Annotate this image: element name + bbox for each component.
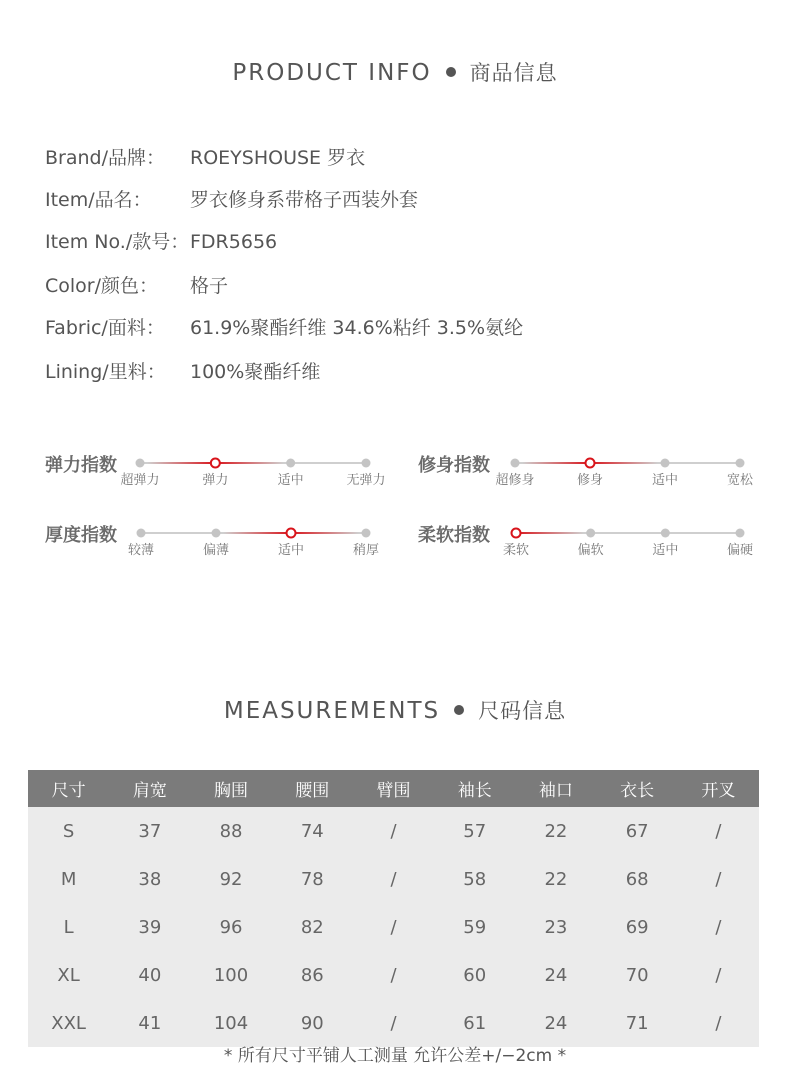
scale-selected-marker <box>586 459 595 468</box>
bullet-dot-icon <box>454 705 464 715</box>
scale-dot <box>362 529 371 538</box>
scale-selected-marker <box>211 459 220 468</box>
scale-tick-label: 适中 <box>651 473 679 488</box>
scale-tick-label: 适中 <box>277 543 305 558</box>
table-header-cell: 腰围 <box>272 770 353 807</box>
product-info-title-cn: 商品信息 <box>469 61 558 85</box>
scale-thickness <box>127 533 380 559</box>
measurements-title-en: MEASUREMENTS <box>223 698 441 724</box>
table-cell: 41 <box>109 999 190 1047</box>
table-cell: 90 <box>272 999 353 1047</box>
table-cell: 57 <box>434 807 515 855</box>
scale-tick-label: 修身 <box>576 473 604 488</box>
scale-dot <box>661 529 670 538</box>
table-header-cell: 开叉 <box>678 770 759 807</box>
index-label-softness: 柔软指数 <box>418 525 490 546</box>
scale-tick-label: 适中 <box>277 473 304 488</box>
table-cell: 96 <box>190 903 271 951</box>
table-cell: 92 <box>190 855 271 903</box>
table-row <box>28 807 759 855</box>
info-value: 100%聚酯纤维 <box>190 361 321 383</box>
table-cell: XL <box>28 951 109 999</box>
scale-tick-label: 较薄 <box>127 543 155 558</box>
scale-graphic <box>140 458 366 468</box>
table-cell: / <box>678 951 759 999</box>
table-header-row <box>28 770 759 807</box>
measurements-title <box>0 695 790 725</box>
info-label: Fabric/面料： <box>45 317 165 339</box>
table-cell: 40 <box>109 951 190 999</box>
table-header-cell: 袖口 <box>515 770 596 807</box>
scale-elasticity <box>120 463 386 489</box>
scale-dot <box>586 529 595 538</box>
scale-selected-marker <box>287 529 296 538</box>
scale-graphic <box>516 528 740 538</box>
product-info-title-en: PRODUCT INFO <box>232 60 432 86</box>
table-header-cell: 衣长 <box>597 770 678 807</box>
table-cell: 104 <box>190 999 271 1047</box>
info-label: Lining/里料： <box>45 361 166 383</box>
scale-dot <box>362 459 371 468</box>
table-header-cell: 袖长 <box>434 770 515 807</box>
table-cell: 71 <box>597 999 678 1047</box>
scale-dot <box>286 459 295 468</box>
table-cell: 22 <box>515 807 596 855</box>
measurements-title-cn: 尺码信息 <box>478 699 567 723</box>
table-cell: S <box>28 807 109 855</box>
info-label: Brand/品牌： <box>45 147 165 169</box>
scale-tick-label: 弹力 <box>202 473 229 488</box>
table-cell: 37 <box>109 807 190 855</box>
scale-graphic <box>141 528 366 538</box>
table-row <box>28 903 759 951</box>
table-cell: / <box>678 807 759 855</box>
table-cell: / <box>678 903 759 951</box>
table-cell: XXL <box>28 999 109 1047</box>
scale-tick-label: 偏软 <box>577 543 604 558</box>
table-row <box>28 855 759 903</box>
scale-tick-label: 超弹力 <box>120 473 160 488</box>
table-cell: 100 <box>190 951 271 999</box>
table-cell: 68 <box>597 855 678 903</box>
table-cell: 24 <box>515 999 596 1047</box>
index-label-thickness: 厚度指数 <box>45 525 117 546</box>
table-cell: / <box>353 903 434 951</box>
scale-tick-label: 适中 <box>652 543 679 558</box>
table-cell: 82 <box>272 903 353 951</box>
table-header-cell: 胸围 <box>190 770 271 807</box>
table-cell: 39 <box>109 903 190 951</box>
table-cell: / <box>353 807 434 855</box>
bullet-dot-icon <box>446 67 456 77</box>
scale-dot <box>136 459 145 468</box>
table-cell: / <box>353 951 434 999</box>
scale-dot <box>661 459 670 468</box>
table-cell: / <box>353 855 434 903</box>
scale-tick-label: 偏硬 <box>726 543 754 558</box>
scale-selected-marker <box>512 529 521 538</box>
table-cell: M <box>28 855 109 903</box>
table-cell: 38 <box>109 855 190 903</box>
scale-softness <box>502 533 754 559</box>
table-header-cell: 尺寸 <box>28 770 109 807</box>
table-cell: 67 <box>597 807 678 855</box>
table-cell: 86 <box>272 951 353 999</box>
info-label: Color/颜色： <box>45 275 159 297</box>
index-label-elasticity: 弹力指数 <box>45 455 117 476</box>
info-value: 61.9%聚酯纤维 34.6%粘纤 3.5%氨纶 <box>190 317 524 339</box>
index-label-fit: 修身指数 <box>418 455 490 476</box>
info-value: ROEYSHOUSE 罗衣 <box>190 147 366 169</box>
table-header-cell: 臂围 <box>353 770 434 807</box>
table-cell: / <box>353 999 434 1047</box>
table-cell: 23 <box>515 903 596 951</box>
scale-dot <box>137 529 146 538</box>
table-cell: L <box>28 903 109 951</box>
scale-tick-label: 宽松 <box>726 473 754 488</box>
table-header-cell: 肩宽 <box>109 770 190 807</box>
table-cell: 78 <box>272 855 353 903</box>
scale-dot <box>736 529 745 538</box>
table-cell: 74 <box>272 807 353 855</box>
scale-graphic <box>515 458 740 468</box>
info-value: 格子 <box>190 275 229 297</box>
measurement-note: * 所有尺寸平铺人工测量 允许公差+/−2cm * <box>223 1046 567 1066</box>
measurements-table <box>28 770 759 1047</box>
table-cell: / <box>678 999 759 1047</box>
scale-dot <box>736 459 745 468</box>
table-row <box>28 951 759 999</box>
table-cell: 88 <box>190 807 271 855</box>
info-label: Item No./款号： <box>45 231 190 253</box>
info-value: FDR5656 <box>190 231 278 253</box>
table-cell: 60 <box>434 951 515 999</box>
scale-fit <box>495 463 754 489</box>
info-value: 罗衣修身系带格子西装外套 <box>190 189 419 211</box>
table-cell: 59 <box>434 903 515 951</box>
scale-tick-label: 无弹力 <box>346 473 386 488</box>
table-cell: / <box>678 855 759 903</box>
scale-dot <box>511 459 520 468</box>
table-cell: 69 <box>597 903 678 951</box>
scale-tick-label: 柔软 <box>502 543 530 558</box>
table-cell: 22 <box>515 855 596 903</box>
scale-tick-label: 偏薄 <box>202 543 230 558</box>
table-cell: 58 <box>434 855 515 903</box>
info-label: Item/品名： <box>45 189 152 211</box>
scale-dot <box>212 529 221 538</box>
scale-tick-label: 稍厚 <box>352 543 380 558</box>
table-cell: 61 <box>434 999 515 1047</box>
scale-tick-label: 超修身 <box>495 473 535 488</box>
table-cell: 24 <box>515 951 596 999</box>
product-info-title <box>0 57 790 87</box>
table-cell: 70 <box>597 951 678 999</box>
table-row <box>28 999 759 1047</box>
